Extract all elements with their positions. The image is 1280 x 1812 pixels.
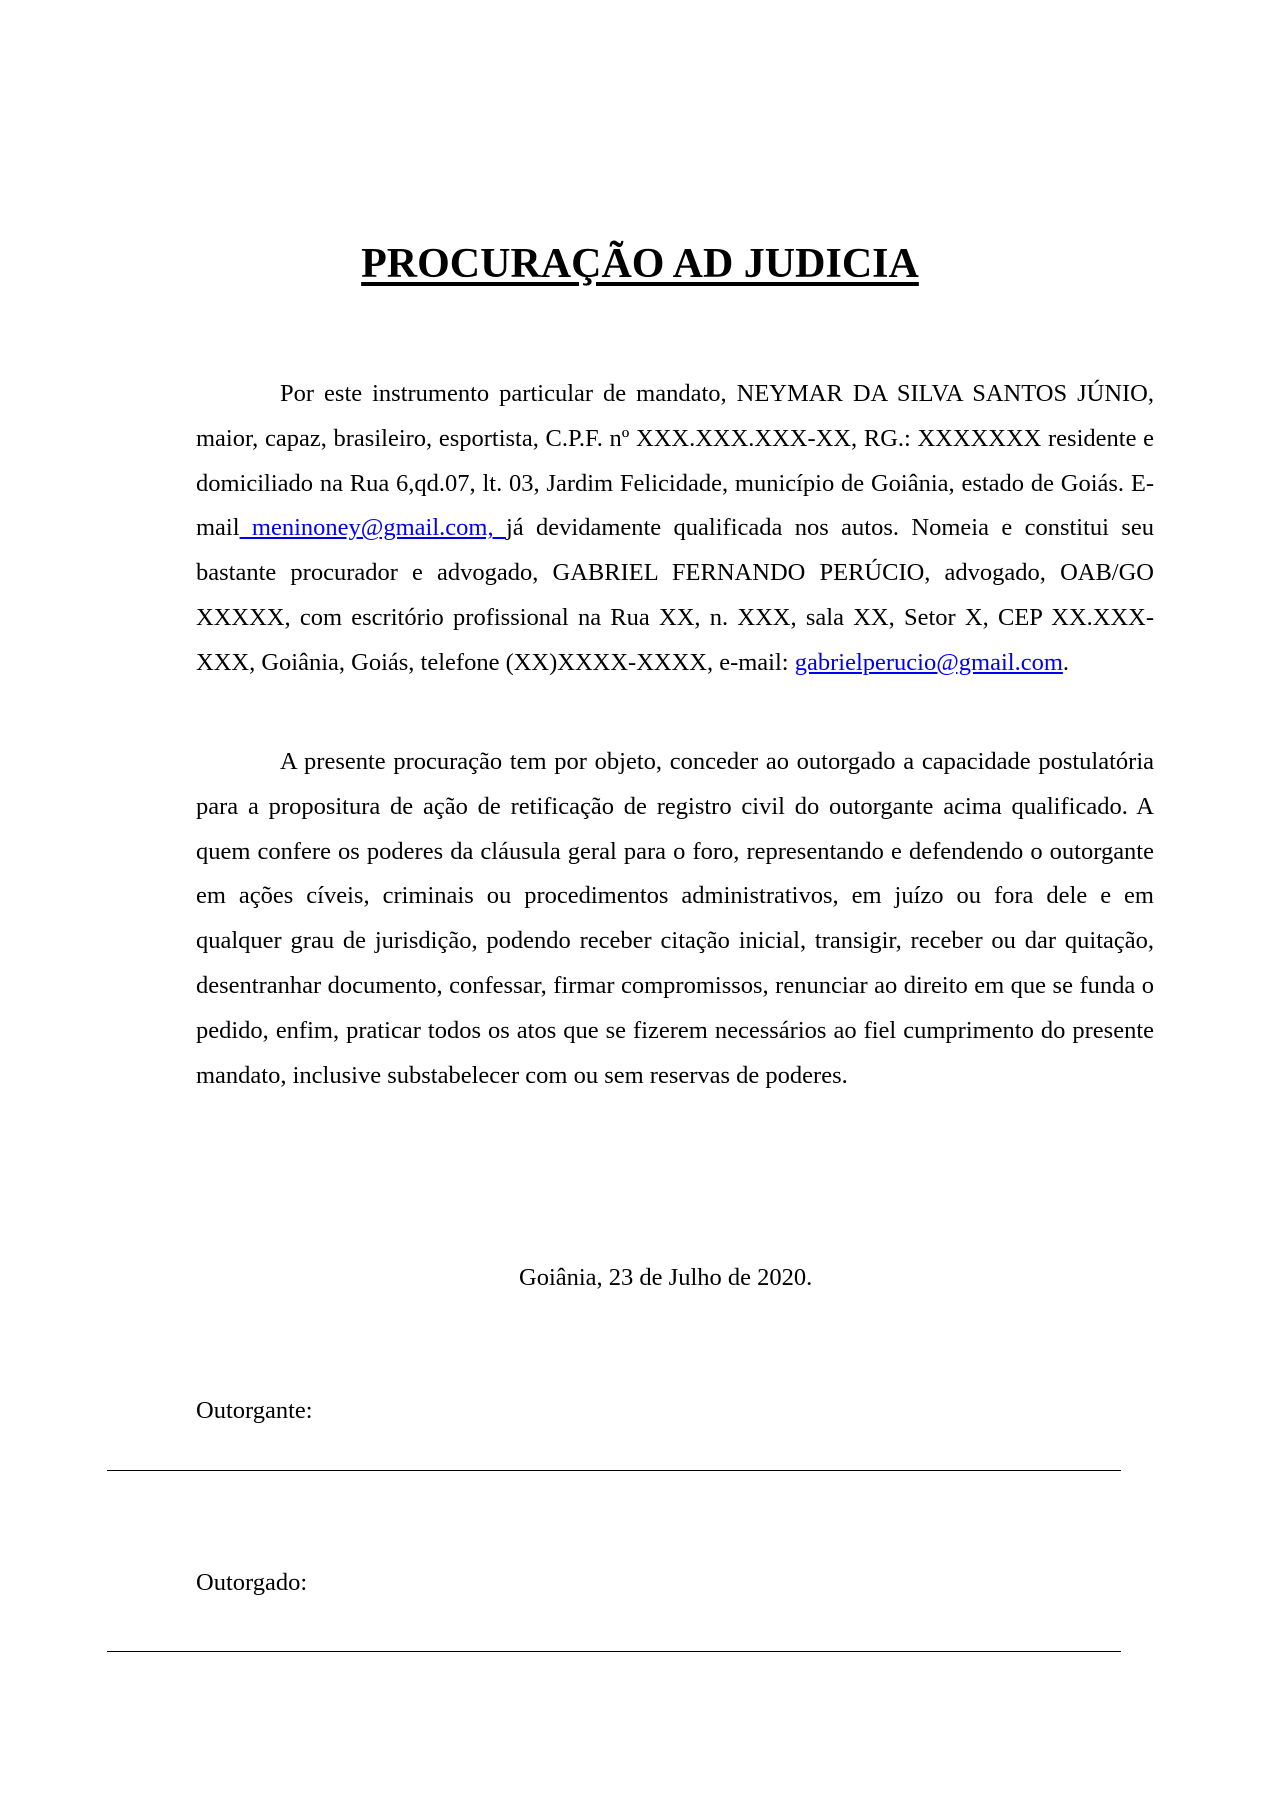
outorgado-label: Outorgado: bbox=[196, 1569, 308, 1596]
outorgante-label: Outorgante: bbox=[196, 1397, 313, 1424]
paragraph-purpose-text: A presente procuração tem por objeto, conceder ao outorgado a capacidade postulatória para a propositura de ação de retificação de registro civil do outorgante acima qualificado. A quem confere os poderes da cláusula geral para o foro, representando e defendendo o outorgante em ações cíveis, criminais ou procedimentos administrativos, em juízo ou fora dele e em qualquer grau de jurisdição, podendo receber citação inicial, transigir, receber ou dar quitação, desentranhar documento, confessar, firmar compromissos, renunciar ao direito em que se funda o pedido, enfim, praticar todos os atos que se fizerem necessários ao fiel cumprimento do presente mandato, inclusive substabelecer com ou sem reservas de poderes. bbox=[196, 748, 1154, 1089]
paragraph-purpose bbox=[196, 740, 1154, 1098]
grantor-text-end: . bbox=[1062, 648, 1070, 676]
outorgado-signature-line bbox=[107, 1651, 1121, 1652]
outorgante-signature-line bbox=[107, 1470, 1121, 1471]
document-title: PROCURAÇÃO AD JUDICIA bbox=[361, 241, 919, 287]
grantor-text-after-email: já devidamente qualificada nos autos. Nomeia e constitui seu bastante procurador e advogado, GABRIEL FERNANDO PERÚCIO, advogado, OAB/GO XXXXX, com escritório profissional na Rua XX, n. XXX, sala XX, Setor X, CEP XX.XXX-XXX, Goiânia, Goiás, telefone (XX)XXXX-XXXX, e-mail: bbox=[196, 514, 1154, 676]
grantor-email-link[interactable]: meninoney@gmail.com, bbox=[239, 514, 506, 542]
paragraph-grantor-text bbox=[196, 372, 1154, 686]
attorney-email-link[interactable]: gabrielperucio@gmail.com bbox=[794, 648, 1063, 676]
paragraph-grantor bbox=[196, 372, 1154, 686]
grantor-text-before-email: Por este instrumento particular de mandato, NEYMAR DA SILVA SANTOS JÚNIO, maior, capaz, brasileiro, esportista, C.P.F. nº XXX.XXX.XXX-XX, RG.: XXXXXXX residente e domiciliado na Rua 6,qd.07, lt. 03, Jardim Felicidade, município de Goiânia, estado de Goiás. E-mail bbox=[196, 380, 1154, 542]
date-line: Goiânia, 23 de Julho de 2020. bbox=[519, 1264, 813, 1291]
